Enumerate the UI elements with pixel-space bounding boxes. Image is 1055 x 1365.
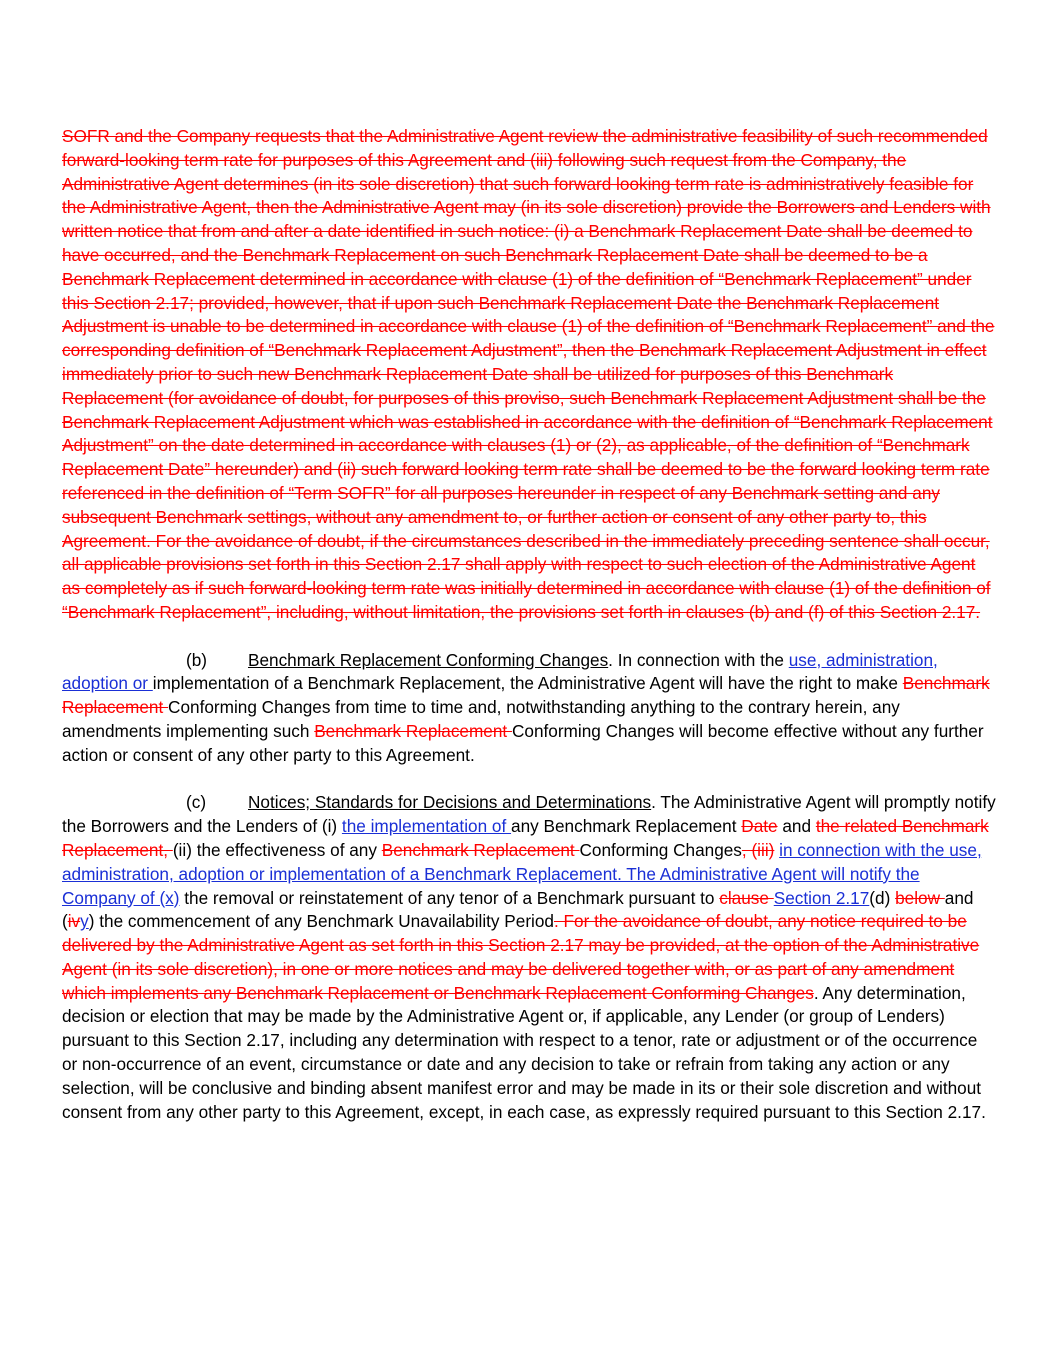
body-text: . The Administrative Agent will promptly notify the Borrowers and the Lenders of (i) <box>62 792 996 837</box>
deleted-text: Benchmark Replacement <box>314 720 512 741</box>
body-text: . In connection with the <box>608 649 789 670</box>
body-text: Conforming Changes from time to time and, notwithstanding anything to the contrary herein, any amendments implementing such <box>62 697 900 741</box>
deleted-text: Benchmark Replacement <box>62 673 990 718</box>
paragraph-b <box>62 649 997 768</box>
deleted-text: Benchmark Replacement <box>381 839 580 860</box>
body-text: the removal or reinstatement of any tenor of a Benchmark pursuant to <box>179 887 720 908</box>
body-text: and ( <box>62 887 974 932</box>
body-text: Conforming Changes will become effective without any further action or consent of any other party to this Agreement. <box>62 720 984 765</box>
body-text: and <box>777 816 816 837</box>
inserted-text: in connection with the use, administration, adoption or implementation of a Benchmark Replacement. The Administrative Agent will notify the Company of (x) <box>62 839 982 908</box>
paragraph-label: (b) <box>186 649 208 670</box>
deleted-text: Date <box>741 816 778 837</box>
body-text: (d) <box>869 887 896 908</box>
deleted-text: iv <box>67 911 81 932</box>
inserted-text: y <box>80 911 89 932</box>
document-page <box>62 125 997 1148</box>
deleted-text: , (iii) <box>741 839 775 860</box>
deleted-text: the related Benchmark Replacement, <box>62 816 989 860</box>
body-text: (ii) the effectiveness of any <box>172 839 382 860</box>
body-text: Conforming Changes <box>579 839 742 860</box>
body-text: any Benchmark Replacement <box>511 816 742 837</box>
body-text: ) the commencement of any Benchmark Unavailability Period <box>88 911 554 932</box>
deleted-text: clause <box>719 887 774 908</box>
deleted-text: SOFR and the Company requests that the Administrative Agent review the administrative feasibility of such recommended forward-looking term rate for purposes of this Agreement and (iii) following such request from the Company, the Administrative Agent determines (in its sole discretion) that such forward looking term rate is administratively feasible for the Administrative Agent, then the Administrative Agent may (in its sole discretion) provide the Borrowers and Lenders with written notice that from and after a date identified in such notice: (i) a Benchmark Replacement Date shall be deemed to have occurred, and the Benchmark Replacement on such Benchmark Replacement Date shall be deemed to be a Benchmark Replacement determined in accordance with clause (1) of the definition of “Benchmark Replacement” under this Section 2.17; provided, however, that if upon such Benchmark Replacement Date the Benchmark Replacement Adjustment is unable to be determined in accordance with clause (1) of the definition of “Benchmark Replacement” and the corresponding definition of “Benchmark Replacement Adjustment”, then the Benchmark Replacement Adjustment in effect immediately prior to such new Benchmark Replacement Date shall be utilized for purposes of this Benchmark Replacement (for avoidance of doubt, for purposes of this proviso, such Benchmark Replacement Adjustment shall be the Benchmark Replacement Adjustment which was established in accordance with the definition of “Benchmark Replacement Adjustment” on the date determined in accordance with clauses (1) or (2), as applicable, of the definition of “Benchmark Replacement Date” hereunder) and (ii) such forward looking term rate shall be deemed to be the forward looking term rate referenced in the definition of “Term SOFR” for all purposes hereunder in respect of any Benchmark setting and any subsequent Benchmark settings, without any amendment to, or further action or consent of any other party to, this Agreement. For the avoidance of doubt, if the circumstances described in the immediately preceding sentence shall occur, all applicable provisions set forth in this Section 2.17 shall apply with respect to such election of the Administrative Agent as completely as if such forward-looking term rate was initially determined in accordance with clause (1) of the definition of “Benchmark Replacement”, including, without limitation, the provisions set forth in clauses (b) and (f) of this Section 2.17. <box>62 126 995 622</box>
deleted-text: . For the avoidance of doubt, any notice required to be delivered by the Administrative Agent as set forth in this Section 2.17 may be provided, at the option of the Administrative Agent (in its sole discretion), in one or more notices and may be delivered together with, or as part of any amendment which implements any Benchmark Replacement or Benchmark Replacement Conforming Changes <box>62 911 980 1003</box>
inserted-text: the implementation of <box>341 816 512 837</box>
deleted-text: below <box>895 887 945 908</box>
section-heading: Benchmark Replacement Conforming Changes <box>248 649 609 670</box>
inserted-text: use, administration, adoption or <box>62 649 938 694</box>
paragraph-a-continuation <box>62 125 997 625</box>
body-text: implementation of a Benchmark Replacement, the Administrative Agent will have the right to make <box>152 673 903 694</box>
section-heading: Notices; Standards for Decisions and Determinations <box>248 792 652 813</box>
inserted-text: Section 2.17 <box>773 887 870 908</box>
paragraph-label: (c) <box>186 792 207 813</box>
paragraph-c <box>62 791 997 1124</box>
body-text: . Any determination, decision or election that may be made by the Administrative Agent or, if applicable, any Lender (or group of Lenders) pursuant to this Section 2.17, including any determination with respect to a tenor, rate or adjustment or of the occurrence or non-occurrence of an event, circumstance or date and any decision to take or refrain from taking any action or any selection, will be conclusive and binding absent manifest error and may be made in its or their sole discretion and without consent from any other party to this Agreement, except, in each case, as expressly required pursuant to this Section 2.17. <box>62 982 986 1122</box>
